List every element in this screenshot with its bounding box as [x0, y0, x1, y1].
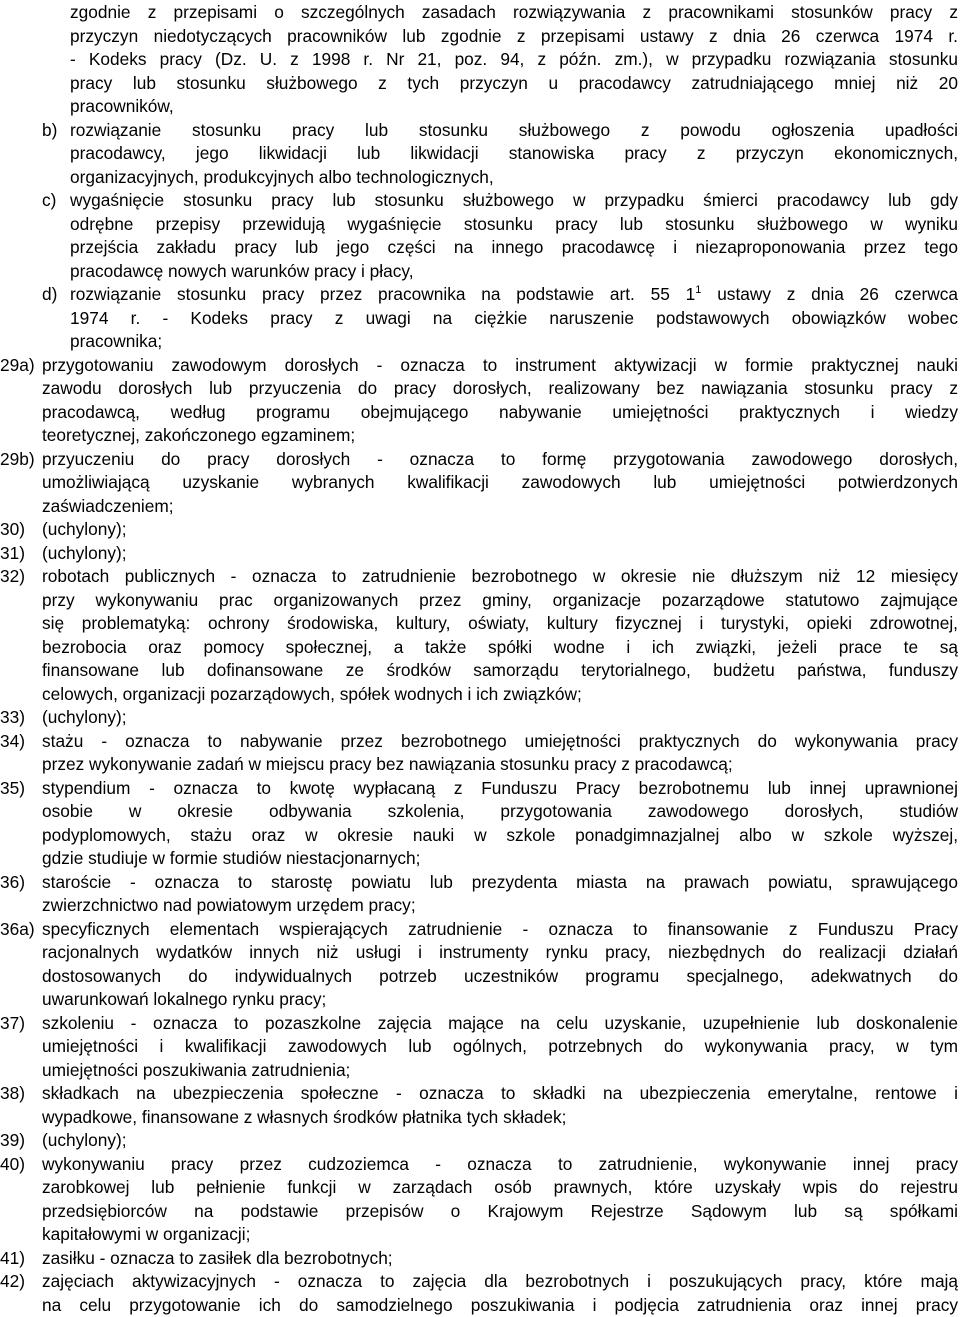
sub-item-line	[70, 283, 958, 305]
sub-item-label: d)	[42, 284, 58, 304]
item-line: umiejętności poszukiwania zatrudnienia;	[42, 1059, 351, 1080]
item-number: 35)	[0, 777, 25, 798]
sub-item-line: pracodawcę nowych warunków pracy i płacy,	[70, 260, 414, 281]
sub-item-label: b)	[42, 119, 58, 140]
item-line: umiejętności i kwalifikacji zawodowych lub ogólnych, potrzebnych do wykonywania pracy, w tym	[42, 1036, 958, 1056]
sub-item-label: c)	[42, 190, 57, 210]
sub-item-line: wygaśnięcie stosunku pracy lub stosunku służbowego w przypadku śmierci pracodawcy lub gdy	[70, 190, 958, 210]
item-line: podyplomowych, stażu oraz w okresie nauki w szkole ponadgimnazjalnej albo w szkole wyższej,	[42, 824, 958, 845]
item-line: kapitałowymi w organizacji;	[42, 1224, 251, 1244]
sub-item-line: rozwiązanie stosunku pracy lub stosunku służbowego z powodu ogłoszenia upadłości	[70, 119, 958, 140]
item-line: przez wykonywanie zadań w miejscu pracy bez nawiązania stosunku pracy z pracodawcą;	[42, 754, 733, 774]
item-number: 29a)	[0, 354, 35, 375]
item-number: 30)	[0, 519, 25, 539]
item-line: zarobkowej lub pełnienie funkcji w zarządach osób prawnych, które uzyskały wpis do rejestru	[42, 1177, 958, 1197]
item-line: zwierzchnictwo nad powiatowym urzędem pracy;	[42, 895, 416, 915]
item-line: gdzie studiuje w formie studiów niestacjonarnych;	[42, 848, 421, 868]
item-number: 38)	[0, 1083, 25, 1103]
item-line: zaświadczeniem;	[42, 495, 174, 516]
item-number: 32)	[0, 566, 25, 586]
item-number: 33)	[0, 707, 25, 727]
item-line: przedsiębiorców na podstawie przepisów o Krajowym Rejestrze Sądowym lub są spółkami	[42, 1200, 958, 1221]
article-number: 1	[685, 284, 696, 304]
item-line: przygotowaniu zawodowym dorosłych - oznacza to instrument aktywizacji w formie praktycznej nauki	[42, 354, 958, 375]
sub-item-line: organizacyjnych, produkcyjnych albo technologicznych,	[70, 166, 494, 187]
item-line: stażu - oznacza to nabywanie przez bezrobotnego umiejętności praktycznych do wykonywania pracy	[42, 730, 958, 751]
item-line: bezrobocia oraz pomocy społecznej, a także spółki wodne i ich związki, jeżeli prace te są	[42, 636, 958, 657]
item-number: 42)	[0, 1271, 25, 1291]
sub-item-line: przejścia zakładu pracy lub jego części na innego pracodawcę i niezaproponowania przez tego	[70, 237, 958, 257]
item-number: 36)	[0, 871, 25, 892]
item-line: dostosowanych do indywidualnych potrzeb uczestników programu specjalnego, adekwatnych do	[42, 965, 958, 986]
item-line: pracodawcą, według programu obejmującego nabywanie umiejętności praktycznych i wiedzy	[42, 401, 958, 422]
item-number: 34)	[0, 730, 25, 751]
item-number: 36a)	[0, 918, 35, 939]
item-line: (uchylony);	[42, 542, 127, 563]
item-line: składkach na ubezpieczenia społeczne - oznacza to składki na ubezpieczenia emerytalne, rentowe i	[42, 1083, 958, 1103]
sub-item-text: rozwiązanie stosunku pracy przez pracownika na podstawie art. 55	[70, 284, 670, 304]
item-line: specyficznych elementach wspierających zatrudnienie - oznacza to finansowanie z Funduszu Pracy	[42, 918, 958, 939]
item-line: stypendium - oznacza to kwotę wypłacaną z Funduszu Pracy bezrobotnemu lub innej uprawnionej	[42, 777, 958, 798]
sub-item-line: 1974 r. - Kodeks pracy z uwagi na ciężkie naruszenie podstawowych obowiązków wobec	[70, 307, 958, 328]
item-line: zasiłku - oznacza to zasiłek dla bezrobotnych;	[42, 1247, 393, 1268]
item-number: 39)	[0, 1130, 25, 1150]
item-line: zajęciach aktywizacyjnych - oznacza to zajęcia dla bezrobotnych i poszukujących pracy, które mają	[42, 1271, 958, 1291]
item-line: staroście - oznacza to starostę powiatu lub prezydenta miasta na prawach powiatu, sprawującego	[42, 871, 958, 892]
item-line: zawodu dorosłych lub przyuczenia do pracy dorosłych, realizowany bez nawiązania stosunku pracy z	[42, 378, 958, 398]
sub-item-line: pracownika;	[70, 331, 163, 351]
intro-line: pracowników,	[70, 96, 174, 116]
sub-item-line: pracodawcy, jego likwidacji lub likwidacji stanowiska pracy z przyczyn ekonomicznych,	[70, 143, 958, 163]
item-line: uwarunkowań lokalnego rynku pracy;	[42, 989, 327, 1009]
item-line: się problematyką: ochrony środowiska, kultury, oświaty, kultury fizycznej i turystyki, opieki zdrowotnej,	[42, 613, 958, 633]
item-line: na celu przygotowanie ich do samodzielnego poszukiwania i podjęcia zatrudnienia oraz innej pracy	[42, 1294, 958, 1315]
item-number: 37)	[0, 1012, 25, 1033]
sub-item-line: odrębne przepisy przewidują wygaśnięcie stosunku pracy lub stosunku służbowego w wyniku	[70, 213, 958, 234]
intro-line: - Kodeks pracy (Dz. U. z 1998 r. Nr 21, poz. 94, z późn. zm.), w przypadku rozwiązania stosunku	[70, 49, 958, 69]
item-number: 31)	[0, 542, 25, 563]
article-superscript: 1	[695, 284, 702, 296]
item-line: (uchylony);	[42, 519, 127, 539]
item-line: wypadkowe, finansowane z własnych środków płatnika tych składek;	[42, 1106, 567, 1127]
item-line: teoretycznej, zakończonego egzaminem;	[42, 425, 356, 445]
item-number: 41)	[0, 1247, 25, 1268]
item-line: celowych, organizacji pozarządowych, spółek wodnych i ich związków;	[42, 683, 582, 704]
item-line: przyuczeniu do pracy dorosłych - oznacza to formę przygotowania zawodowego dorosłych,	[42, 448, 958, 469]
sub-item-text: ustawy z dnia 26 czerwca	[717, 284, 958, 304]
item-line: (uchylony);	[42, 1130, 127, 1150]
intro-line: przyczyn niedotyczących pracowników lub zgodnie z przepisami ustawy z dnia 26 czerwca 1974 r.	[70, 25, 958, 46]
item-line: (uchylony);	[42, 707, 127, 727]
intro-line: pracy lub stosunku służbowego z tych przyczyn u pracodawcy zatrudniającego mniej niż 20	[70, 72, 958, 93]
item-line: wykonywaniu pracy przez cudzoziemca - oznacza to zatrudnienie, wykonywanie innej pracy	[42, 1153, 958, 1174]
item-line: racjonalnych wydatków innych niż usługi i instrumenty rynku pracy, niezbędnych do realizacji działań	[42, 942, 958, 962]
item-line: finansowane lub dofinansowane ze środków samorządu terytorialnego, budżetu państwa, funduszy	[42, 660, 958, 680]
item-line: szkoleniu - oznacza to pozaszkolne zajęcia mające na celu uzyskanie, uzupełnienie lub doskonalenie	[42, 1012, 958, 1033]
item-number: 40)	[0, 1153, 25, 1174]
item-line: osobie w okresie odbywania szkolenia, przygotowania zawodowego dorosłych, studiów	[42, 801, 958, 821]
item-line: umożliwiającą uzyskanie wybranych kwalifikacji zawodowych lub umiejętności potwierdzonych	[42, 472, 958, 492]
item-line: robotach publicznych - oznacza to zatrudnienie bezrobotnego w okresie nie dłuższym niż 12 miesięcy	[42, 566, 958, 586]
intro-line: zgodnie z przepisami o szczególnych zasadach rozwiązywania z pracownikami stosunków pracy z	[70, 2, 958, 22]
item-line: przy wykonywaniu prac organizowanych przez gminy, organizacje pozarządowe statutowo zajmujące	[42, 589, 958, 610]
item-number: 29b)	[0, 448, 35, 469]
